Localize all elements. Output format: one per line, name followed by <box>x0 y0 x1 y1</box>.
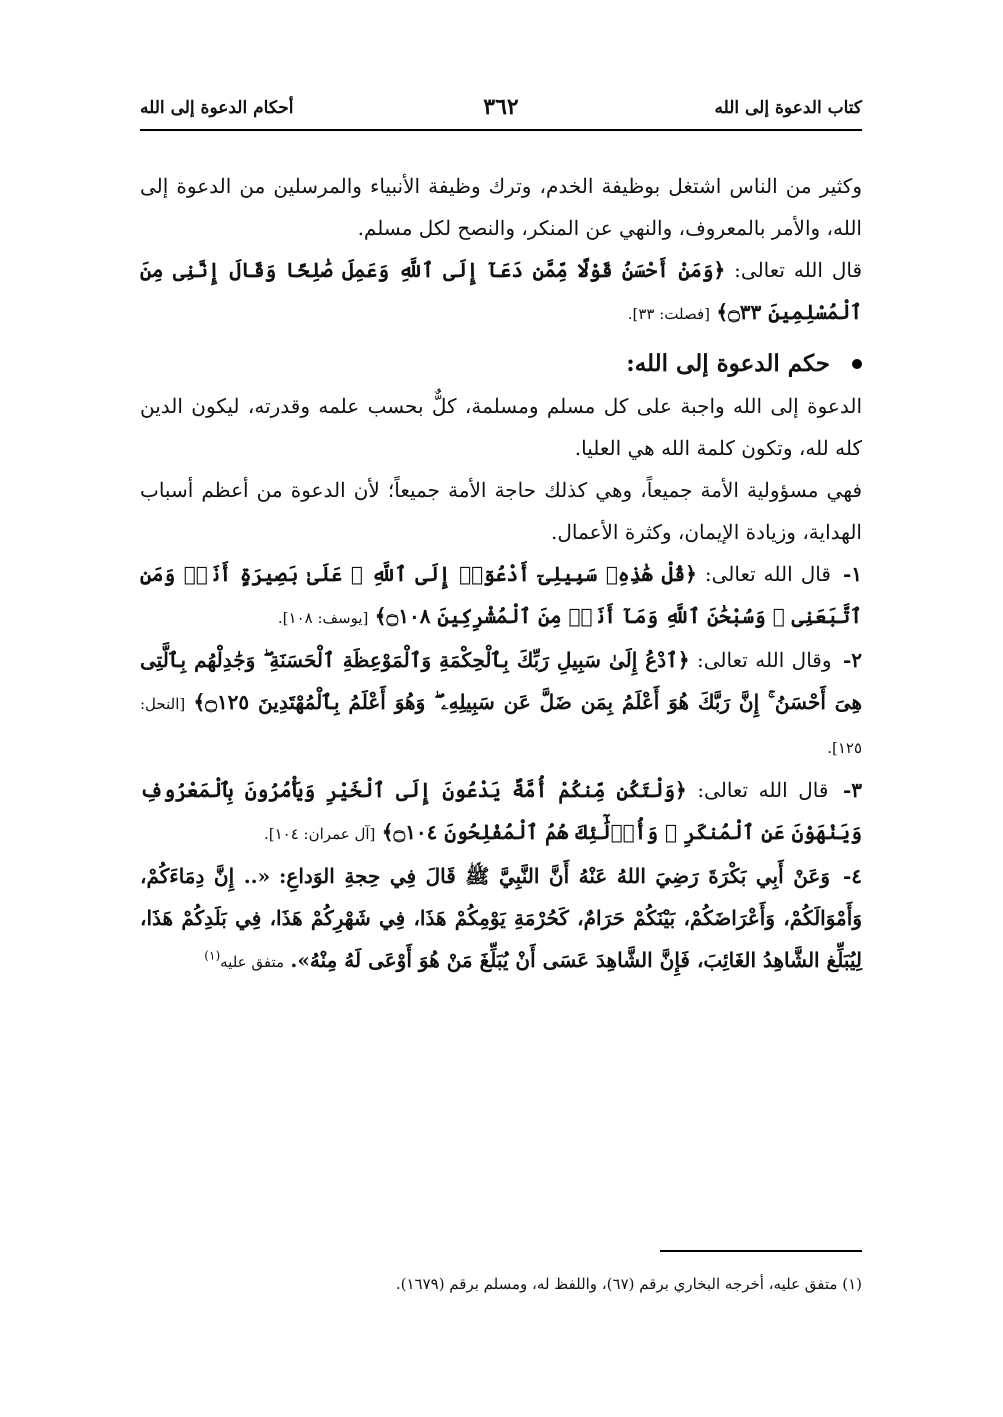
section-heading <box>140 343 862 385</box>
intro-paragraph: وكثير من الناس اشتغل بوظيفة الخدم، وترك وظيفة الأنبياء والمرسلين من الدعوة إلى الله، والأمر بالمعروف، والنهي عن المنكر، والنصح لكل مسلم. <box>140 174 862 240</box>
verse-reference: [آل عمران: ١٠٤]. <box>263 825 376 843</box>
item-lead: قال الله تعالى: <box>704 562 831 586</box>
list-item <box>140 639 862 769</box>
quote-lead: قال الله تعالى: <box>734 258 862 282</box>
footnote-marker[interactable]: (١) <box>204 948 221 963</box>
book-title: كتاب الدعوة إلى الله <box>714 98 862 118</box>
page-body <box>140 165 862 983</box>
quran-verse: ﴿ٱدْعُ إِلَىٰ سَبِيلِ رَبِّكَ بِٱلْحِكْمَةِ وَٱلْمَوْعِظَةِ ٱلْحَسَنَةِ ۖ وَجَٰدِلْهُم بِٱلَّتِى هِىَ أَحْسَنُ ۚ إِنَّ رَبَّكَ هُوَ أَعْلَمُ بِمَن ضَلَّ عَن سَبِيلِهِۦ ۖ وَهُوَ أَعْلَمُ بِٱلْمُهْتَدِينَ ۝١٢٥﴾ <box>140 648 863 714</box>
page-header <box>140 96 862 130</box>
verse-reference: [فصلت: ٣٣]. <box>627 305 710 323</box>
section-paragraph: فهي مسؤولية الأمة جميعاً، وهي كذلك حاجة الأمة جميعاً؛ لأن الدعوة من أعظم أسباب الهداية، وزيادة الإيمان، وكثرة الأعمال. <box>140 478 863 544</box>
section-title: حكم الدعوة إلى الله: <box>626 350 830 377</box>
item-number: ٤- <box>842 864 862 888</box>
page-number: ٣٦٢ <box>483 94 519 120</box>
list-item <box>140 553 862 639</box>
chapter-title: أحكام الدعوة إلى الله <box>140 98 294 118</box>
item-lead: قال الله تعالى: <box>697 778 829 802</box>
section-paragraph: الدعوة إلى الله واجبة على كل مسلم ومسلمة، كلٌّ بحسب علمه وقدرته، ليكون الدين كله لله، وتكون كلمة الله هي العليا. <box>140 394 862 460</box>
footnote: (١) متفق عليه، أخرجه البخاري برقم (٦٧)، واللفظ له، ومسلم برقم (١٦٧٩). <box>395 1275 862 1293</box>
item-number: ٢- <box>842 648 863 672</box>
item-number: ١- <box>842 562 862 586</box>
header-divider <box>140 129 862 131</box>
footnote-divider <box>660 1250 862 1252</box>
hadith-lead: وَعَنْ أَبِي بَكْرَةَ رَضِيَ اللهُ عَنْهُ أَنَّ النَّبِيَّ ﷺ قَالَ فِي حِجةِ الوَداعِ: <box>279 864 831 888</box>
intro-quote <box>140 249 862 335</box>
list-item <box>140 769 862 855</box>
list-item <box>140 855 862 983</box>
item-number: ٣- <box>842 778 862 802</box>
hadith-text: «.. إِنَّ دِمَاءَكُمْ، وَأَمْوَالَكُمْ، وَأَعْرَاضَكُمْ، بَيْنَكُمْ حَرَامٌ، كَحُرْمَةِ يَوْمِكُمْ هَذَا، فِي شَهْرِكُمْ هَذَا، فِي بَلَدِكُمْ هَذَا، لِيُبَلِّغ الشَّاهِدُ الغَائِبَ، فَإِنَّ الشَّاهِدَ عَسَى أَنْ يُبَلِّغَ مَنْ هُوَ أَوْعَى لَهُ مِنْهُ». <box>140 864 862 972</box>
bullet-icon <box>852 359 862 369</box>
quran-verse: ﴿قُلْ هَٰذِهِۦ سَبِيلِىٓ أَدْعُوٓا۟ إِلَى ٱللَّهِ ۚ عَلَىٰ بَصِيرَةٍ أَنَا۠ وَمَنِ ٱتَّبَعَنِى ۖ وَسُبْحَٰنَ ٱللَّهِ وَمَآ أَنَا۠ مِنَ ٱلْمُشْرِكِينَ ۝١٠٨﴾ <box>140 562 862 628</box>
quran-verse: ﴿وَلْتَكُن مِّنكُمْ أُمَّةٌ يَدْعُونَ إِلَى ٱلْخَيْرِ وَيَأْمُرُونَ بِٱلْمَعْرُوفِ وَيَنْهَوْنَ عَنِ ٱلْمُنكَرِ ۚ وَأُو۟لَٰٓئِكَ هُمُ ٱلْمُفْلِحُونَ ۝١٠٤﴾ <box>140 778 862 844</box>
quran-verse: ﴿وَمَنْ أَحْسَنُ قَوْلًا مِّمَّن دَعَآ إِلَى ٱللَّهِ وَعَمِلَ صَٰلِحًا وَقَالَ إِنَّنِى مِنَ ٱلْمُسْلِمِينَ ۝٣٣﴾ <box>140 258 862 324</box>
verse-reference: [يوسف: ١٠٨]. <box>277 609 369 627</box>
item-lead: وقال الله تعالى: <box>697 648 832 672</box>
hadith-reference: متفق عليه <box>220 953 285 971</box>
verse-reference: [النحل: ١٢٥]. <box>140 695 862 757</box>
